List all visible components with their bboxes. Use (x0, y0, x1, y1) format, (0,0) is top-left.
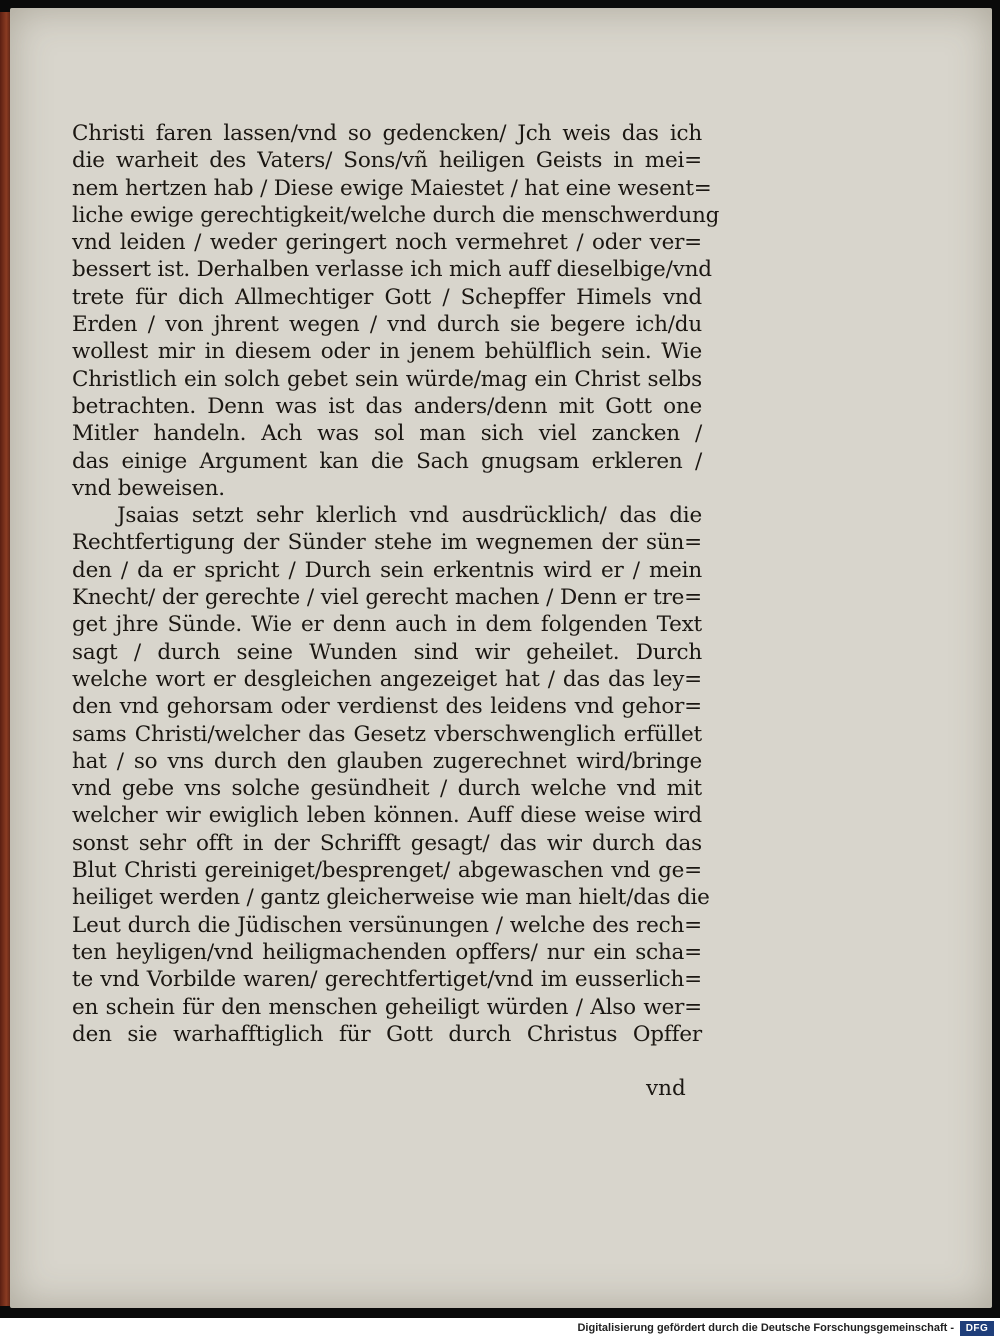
catchword: vnd (646, 1076, 686, 1101)
text-line: nem hertzen hab / Diese ewige Maiestet / hat eine wesent= (72, 175, 712, 201)
text-line: wollest mir in diesem oder in jenem behülflich sein. Wie (72, 339, 702, 365)
text-line: te vnd Vorbilde waren/ gerechtfertiget/vnd im eusserlich= (72, 967, 702, 993)
text-line: vnd leiden / weder geringert noch vermehret / oder ver= (72, 230, 702, 256)
text-line: sams Christi/welcher das Gesetz vberschwenglich erfüllet (72, 721, 702, 747)
text-line: liche ewige gerechtigkeit/welche durch die menschwerdung (72, 202, 720, 228)
text-line: sonst sehr offt in der Schrifft gesagt/ das wir durch das (72, 830, 702, 856)
text-line: betrachten. Denn was ist das anders/denn mit Gott one (72, 393, 702, 419)
footer-bar (0, 1318, 1000, 1340)
text-line: Mitler handeln. Ach was sol man sich viel zancken / (72, 421, 702, 447)
page-text-block (72, 120, 720, 1048)
text-line: Leut durch die Jüdischen versünungen / welche des rech= (72, 912, 702, 938)
text-line: den sie warhafftiglich für Gott durch Christus Opffer (72, 1021, 702, 1047)
text-line: en schein für den menschen geheiligt würden / Also wer= (72, 994, 702, 1020)
text-line: Christi faren lassen/vnd so gedencken/ Jch weis das ich (72, 121, 702, 146)
text-line: Christlich ein solch gebet sein würde/mag ein Christ selbs (72, 366, 702, 392)
book-page (10, 8, 992, 1308)
text-line: heiliget werden / gantz gleicherweise wie man hielt/das die (72, 885, 710, 911)
text-line: welcher wir ewiglich leben können. Auff diese weise wird (72, 803, 702, 829)
text-line: vnd gebe vns solche gesündheit / durch welche vnd mit (72, 776, 702, 802)
text-line: ten heyligen/vnd heiligmachenden opffers/ nur ein scha= (72, 939, 702, 965)
text-line: Knecht/ der gerechte / viel gerecht machen / Denn er tre= (72, 585, 702, 611)
text-line: Jsaias setzt sehr klerlich vnd ausdrücklich/ das die (117, 503, 702, 529)
dfg-logo-icon: DFG (960, 1321, 994, 1336)
text-line: bessert ist. Derhalben verlasse ich mich auff dieselbige/vnd (72, 257, 712, 283)
text-line: Erden / von jhrent wegen / vnd durch sie begere ich/du (72, 312, 702, 338)
text-line: vnd beweisen. (72, 475, 225, 501)
text-line: den / da er spricht / Durch sein erkentnis wird er / mein (72, 557, 702, 583)
funding-credit: Digitalisierung gefördert durch die Deutsche Forschungsgemeinschaft - (577, 1322, 954, 1334)
text-line: Blut Christi gereiniget/besprenget/ abgewaschen vnd ge= (72, 858, 702, 884)
text-line: die warheit des Vaters/ Sons/vñ heiligen Geists in mei= (72, 148, 702, 174)
text-line: trete für dich Allmechtiger Gott / Schepffer Himels vnd (72, 284, 702, 310)
text-line: das einige Argument kan die Sach gnugsam erkleren / (72, 448, 702, 474)
text-line: Rechtfertigung der Sünder stehe im wegnemen der sün= (72, 530, 702, 556)
text-line: get jhre Sünde. Wie er denn auch in dem folgenden Text (72, 612, 702, 638)
text-line: den vnd gehorsam oder verdienst des leidens vnd gehor= (72, 694, 702, 720)
text-line: welche wort er desgleichen angezeiget hat / das das ley= (72, 666, 702, 692)
text-line: hat / so vns durch den glauben zugerechnet wird/bringe (72, 748, 702, 774)
text-line: sagt / durch seine Wunden sind wir geheilet. Durch (72, 639, 702, 665)
